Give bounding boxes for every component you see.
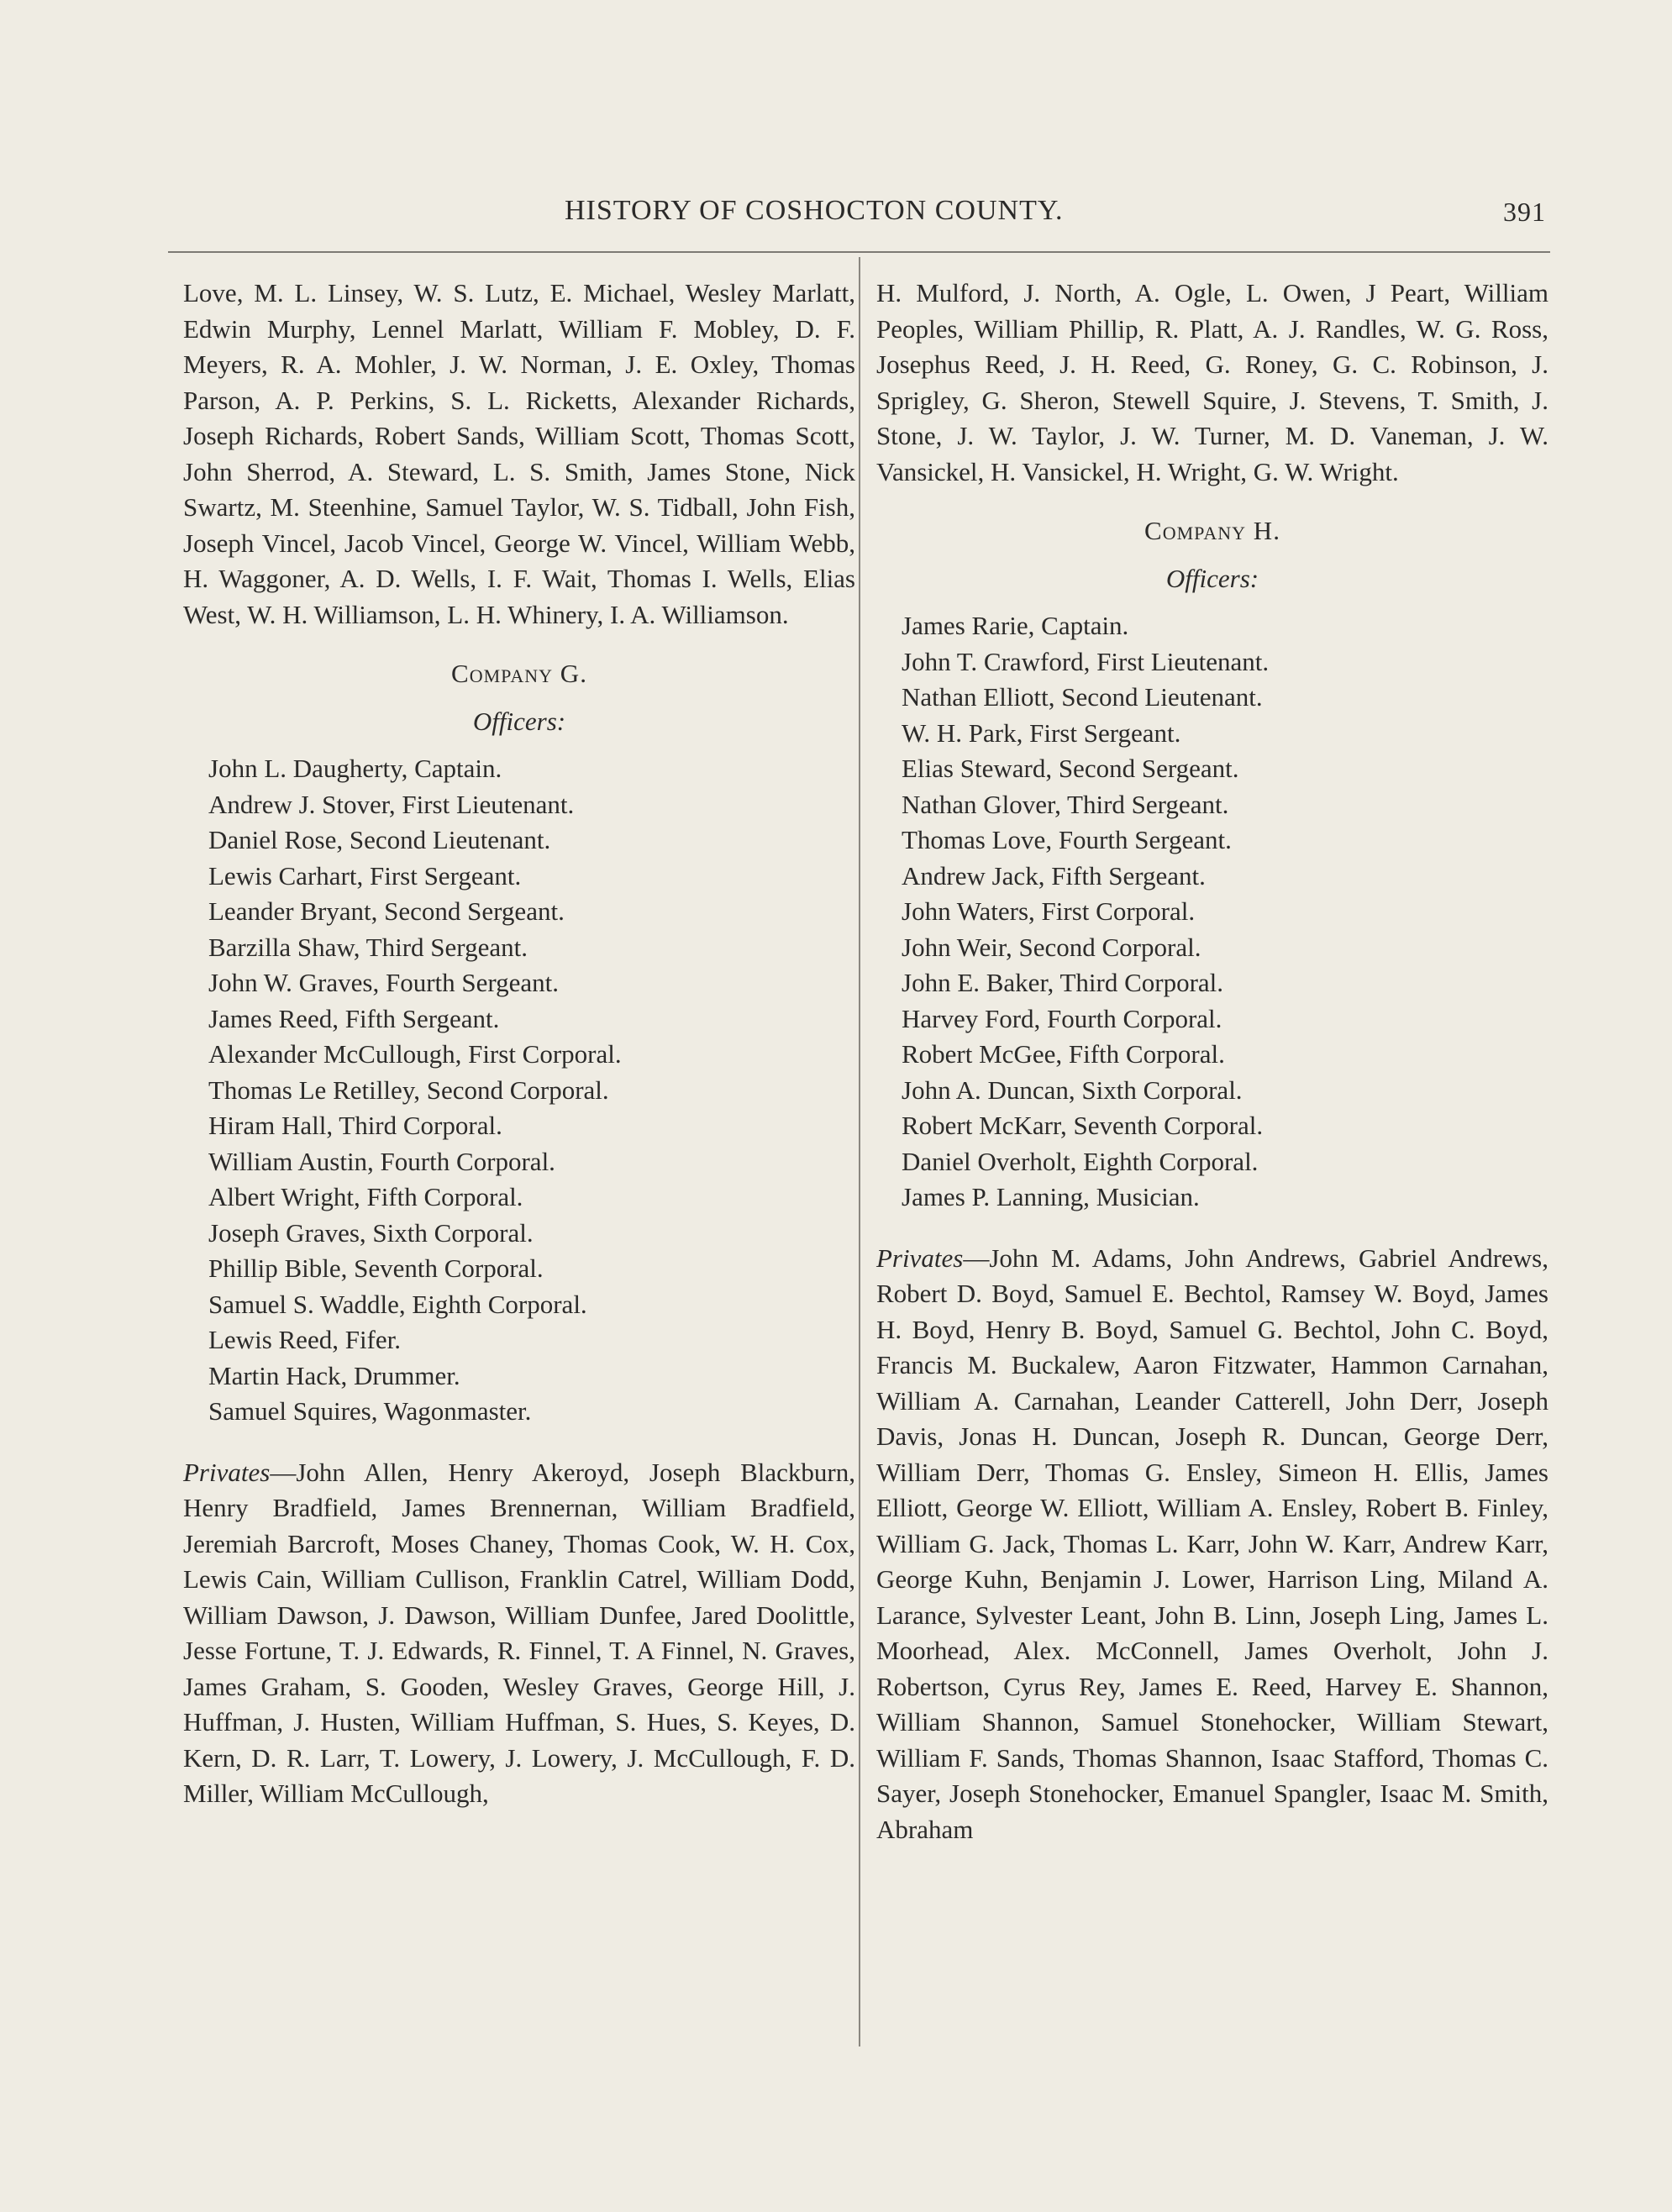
officer-entry: John Waters, First Corporal. xyxy=(902,896,1196,926)
officer-entry: Thomas Le Retilley, Second Corporal. xyxy=(208,1074,609,1105)
officer-entry: Thomas Love, Fourth Sergeant. xyxy=(902,825,1232,854)
continued-roster-paragraph: H. Mulford, J. North, A. Ogle, L. Owen, J Peart, William Peoples, William Phillip, R. Platt, A. J. Randles, W. G. Ross, Josephus Reed, J. H. Reed, G. Roney, G. C. Robinson, J. Sprigley, G. Sheron, Stewell Squire, J. Stevens, T. Smith, J. Stone, J. W. Taylor, J. W. Turner, M. D. Vaneman, J. W. Vansickel, H. Vansickel, H. Wright, G. W. Wright. xyxy=(876,278,1548,486)
company-g-officers-heading: Officers: xyxy=(472,706,566,736)
privates-label: Privates xyxy=(876,1243,964,1273)
left-column xyxy=(183,276,855,1812)
officer-entry: Alexander McCullough, First Corporal. xyxy=(208,1039,622,1069)
officer-entry: W. H. Park, First Sergeant. xyxy=(902,717,1181,748)
officer-entry: Samuel S. Waddle, Eighth Corporal. xyxy=(208,1289,587,1319)
officer-entry: Andrew Jack, Fifth Sergeant. xyxy=(902,860,1206,891)
officer-entry: Albert Wright, Fifth Corporal. xyxy=(208,1182,523,1211)
officer-entry: Nathan Glover, Third Sergeant. xyxy=(902,789,1229,819)
officer-entry: Barzilla Shaw, Third Sergeant. xyxy=(208,932,528,962)
officer-entry: Lewis Carhart, First Sergeant. xyxy=(208,860,522,891)
officer-entry: John W. Graves, Fourth Sergeant. xyxy=(208,968,560,997)
running-head xyxy=(176,192,1546,235)
continued-roster-paragraph: Love, M. L. Linsey, W. S. Lutz, E. Michael, Wesley Marlatt, Edwin Murphy, Lennel Marlatt, William F. Mobley, D. F. Meyers, R. A. Mohler, J. W. Norman, J. E. Oxley, Thomas Parson, A. P. Perkins, S. L. Ricketts, Alexander Richards, Joseph Richards, Robert Sands, William Scott, Thomas Scott, John Sherrod, A. Steward, L. S. Smith, James Stone, Nick Swartz, M. Steenhine, Samuel Taylor, W. S. Tidball, John Fish, Joseph Vincel, Jacob Vincel, George W. Vincel, William Webb, H. Waggoner, A. D. Wells, I. F. Wait, Thomas I. Wells, Elias West, W. H. Williamson, L. H. Whinery, I. A. Williamson. xyxy=(183,278,855,629)
officer-entry: Robert McGee, Fifth Corporal. xyxy=(902,1039,1225,1069)
company-h-officers-list xyxy=(902,608,1548,1216)
officer-entry: Andrew J. Stover, First Lieutenant. xyxy=(208,789,575,819)
privates-names: —John Allen, Henry Akeroyd, Joseph Blackburn, Henry Bradfield, James Brennernan, William Bradfield, Jeremiah Barcroft, Moses Chaney, Thomas Cook, W. H. Cox, Lewis Cain, William Cullison, Franklin Catrel, William Dodd, William Dawson, J. Dawson, William Dunfee, Jared Doolittle, Jesse Fortune, T. J. Edwards, R. Finnel, T. A Finnel, N. Graves, James Graham, S. Gooden, Wesley Graves, George Hill, J. Huffman, J. Husten, William Huffman, S. Hues, S. Keyes, D. Kern, D. R. Larr, T. Lowery, J. Lowery, J. McCullough, F. D. Miller, William McCullough, xyxy=(183,1457,855,1808)
company-h-officers-heading: Officers: xyxy=(1165,563,1259,593)
officer-entry: Elias Steward, Second Sergeant. xyxy=(902,754,1239,783)
officer-entry: Lewis Reed, Fifer. xyxy=(208,1325,402,1354)
company-h-heading: Company H. xyxy=(1144,516,1280,545)
officer-entry: Nathan Elliott, Second Lieutenant. xyxy=(902,682,1263,712)
officer-entry: Phillip Bible, Seventh Corporal. xyxy=(208,1253,544,1283)
company-g-heading: Company G. xyxy=(451,659,587,688)
page-number: 391 xyxy=(1503,197,1546,227)
company-h-privates-paragraph xyxy=(876,1241,1548,1848)
company-g-privates-paragraph xyxy=(183,1455,855,1812)
privates-names: —John M. Adams, John Andrews, Gabriel Andrews, Robert D. Boyd, Samuel E. Bechtol, Ramsey W. Boyd, James H. Boyd, Henry B. Boyd, Samuel G. Bechtol, John C. Boyd, Francis M. Buckalew, Aaron Fitzwater, Hammon Carnahan, William A. Carnahan, Leander Catterell, John Derr, Joseph Davis, Jonas H. Duncan, Joseph R. Duncan, George Derr, William Derr, Thomas G. Ensley, Simeon H. Ellis, James Elliott, George W. Elliott, William A. Ensley, Robert B. Finley, William G. Jack, Thomas L. Karr, John W. Karr, Andrew Karr, George Kuhn, Benjamin J. Lower, Harrison Ling, Miland A. Larance, Sylvester Leant, John B. Linn, Joseph Ling, James L. Moorhead, Alex. McConnell, James Overholt, John J. Robertson, Cyrus Rey, James E. Reed, Harvey E. Shannon, William Shannon, Samuel Stonehocker, William Stewart, William F. Sands, Thomas Shannon, Isaac Stafford, Thomas C. Sayer, Joseph Stonehocker, Emanuel Spangler, Isaac M. Smith, Abraham xyxy=(876,1243,1548,1844)
officer-entry: John Weir, Second Corporal. xyxy=(902,932,1201,962)
officer-entry: Harvey Ford, Fourth Corporal. xyxy=(902,1003,1222,1033)
right-column xyxy=(876,276,1548,1847)
officer-entry: William Austin, Fourth Corporal. xyxy=(208,1146,555,1176)
officer-entry: John E. Baker, Third Corporal. xyxy=(902,968,1224,997)
officer-entry: Joseph Graves, Sixth Corporal. xyxy=(208,1217,534,1248)
column-divider xyxy=(859,257,860,2046)
officer-entry: John T. Crawford, First Lieutenant. xyxy=(902,646,1270,676)
officer-entry: James Rarie, Captain. xyxy=(902,611,1129,640)
officer-entry: Daniel Rose, Second Lieutenant. xyxy=(208,825,551,854)
officer-entry: Martin Hack, Drummer. xyxy=(208,1360,460,1390)
privates-label: Privates xyxy=(183,1457,271,1487)
officer-entry: John L. Daugherty, Captain. xyxy=(208,754,502,783)
officer-entry: Samuel Squires, Wagonmaster. xyxy=(208,1396,532,1426)
officer-entry: Robert McKarr, Seventh Corporal. xyxy=(902,1111,1264,1140)
officer-entry: James Reed, Fifth Sergeant. xyxy=(208,1003,500,1033)
officer-entry: Hiram Hall, Third Corporal. xyxy=(208,1111,502,1140)
officer-entry: Daniel Overholt, Eighth Corporal. xyxy=(902,1146,1259,1176)
company-g-officers-list xyxy=(208,751,855,1430)
header-rule xyxy=(168,251,1550,253)
officer-entry: John A. Duncan, Sixth Corporal. xyxy=(902,1074,1243,1105)
officer-entry: James P. Lanning, Musician. xyxy=(902,1182,1200,1211)
officer-entry: Leander Bryant, Second Sergeant. xyxy=(208,896,565,926)
running-title: HISTORY OF COSHOCTON COUNTY. xyxy=(565,195,1064,226)
